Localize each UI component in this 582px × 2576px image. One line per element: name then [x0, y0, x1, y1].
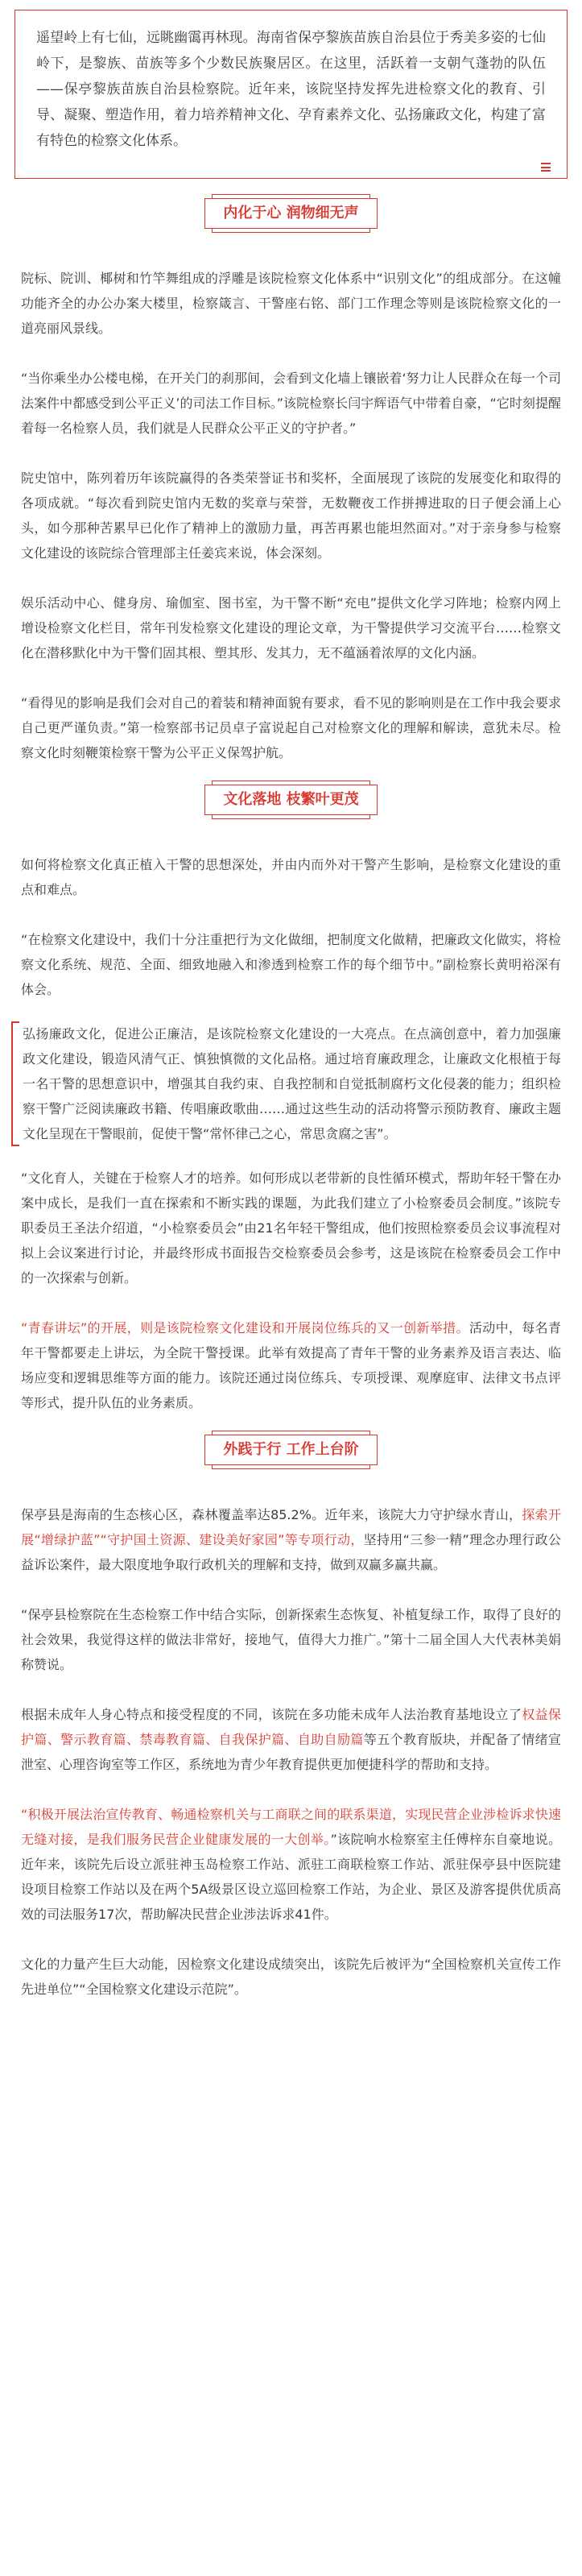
paragraph [21, 1802, 561, 1927]
paragraph: “在检察文化建设中，我们十分注重把行为文化做细，把制度文化做精，把廉政文化做实，将检察文化系统、规范、全面、细致地融入和渗透到检察工作的每个细节中。”副检察长黄明裕深有体会。 [21, 932, 561, 997]
section-heading-1 [11, 198, 571, 229]
highlight-block [11, 1021, 571, 1146]
paragraph-text: 根据未成年人身心特点和接受程度的不同，该院在多功能未成年人法治教育基地设立了 [21, 1707, 522, 1722]
paragraph-text: 保亭县是海南的生态核心区，森林覆盖率达85.2%。近年来，该院大力守护绿水青山， [21, 1507, 522, 1522]
paragraph [21, 1315, 561, 1415]
section-heading-3 [11, 1435, 571, 1465]
paragraph [21, 1702, 561, 1777]
highlighted-text: 权益保护篇、警示教育篇、禁毒教育篇、自我保护篇、自助自励篇 [21, 1707, 561, 1747]
intro-text: 遥望岭上有七仙，远眺幽霭再林现。海南省保亭黎族苗族自治县位于秀美多姿的七仙岭下，是黎族、苗族等多个少数民族聚居区。在这里，活跃着一支朝气蓬勃的队伍——保亭黎族苗族自治县检察院。近年来，该院坚持发挥先进检察文化的教育、引导、凝聚、塑造作用，着力培养精神文化、孕育素养文化、弘扬廉政文化，构建了富有特色的检察文化体系。 [36, 30, 546, 149]
paragraph: 文化的力量产生巨大动能，因检察文化建设成绩突出，该院先后被评为“全国检察机关宣传工作先进单位”“全国检察文化建设示范院”。 [21, 1957, 561, 1997]
intro-box [14, 10, 568, 179]
paragraph-text: 等五个教育版块，并配备了情绪宣泄室、心理咨询室等工作区，系统地为青少年教育提供更加便捷科学的帮助和支持。 [21, 1732, 561, 1772]
paragraph: “文化育人，关键在于检察人才的培养。如何形成以老带新的良性循环模式，帮助年轻干警在办案中成长，是我们一直在探索和不断实践的课题，为此我们建立了小检察委员会制度。”该院专职委员王圣法介绍道，“小检察委员会”由21名年轻干警组成，他们按照检察委员会议事流程对拟上会议案进行讨论，并最终形成书面报告交检察委员会参考，这是该院在检察委员会工作中的一次探索与创新。 [21, 1170, 561, 1286]
paragraph: “当你乘坐办公楼电梯，在开关门的刹那间，会看到文化墙上镶嵌着‘努力让人民群众在每一个司法案件中都感受到公平正义’的司法工作目标。”该院检察长闫宇辉语气中带着自豪，“它时刻提醒着每一名检察人员，我们就是人民群众公平正义的守护者。” [21, 371, 561, 436]
paragraph [21, 1502, 561, 1577]
paragraph: “看得见的影响是我们会对自己的着装和精神面貌有要求，看不见的影响则是在工作中我会要求自己更严谨负责。”第一检察部书记员卓子富说起自己对检察文化的理解和解读，意犹未尽。检察文化时刻鞭策检察干警为公平正义保驾护航。 [21, 695, 561, 760]
section-title: 外践于行 工作上台阶 [204, 1435, 377, 1465]
paragraph-text: ”该院响水检察室主任傅梓东自豪地说。近年来，该院先后设立派驻神玉岛检察工作站、派驻工商联检察工作站、派驻保亭县中医院建设项目检察工作站以及在两个5A级景区设立巡回检察工作站，为企业、景区及游客提供优质高效的司法服务17次，帮助解决民营企业涉法诉求41件。 [21, 1832, 561, 1922]
paragraph: 院标、院训、椰树和竹竿舞组成的浮雕是该院检察文化体系中“识别文化”的组成部分。在这幢功能齐全的办公办案大楼里，检察箴言、干警座右铭、部门工作理念等则是该院检察文化的一道亮丽风景线。 [21, 271, 561, 336]
paragraph: 娱乐活动中心、健身房、瑜伽室、图书室，为干警不断“充电”提供文化学习阵地；检察内网上增设检察文化栏目，常年刊发检察文化建设的理论文章，为干警提供学习交流平台……检察文化在潜移默化中为干警们固其根、塑其形、发其力，无不蕴涵着浓厚的文化内涵。 [21, 595, 561, 661]
paragraph: 如何将检察文化真正植入干警的思想深处，并由内而外对干警产生影响，是检察文化建设的重点和难点。 [21, 857, 561, 897]
paragraph-text: 坚持用“三参一精”理念办理行政公益诉讼案件，最大限度地争取行政机关的理解和支持，做到双赢多赢共赢。 [21, 1532, 561, 1572]
menu-lines-icon [541, 163, 551, 172]
highlighted-text: “青春讲坛”的开展，则是该院检察文化建设和开展岗位练兵的又一创新举措。 [21, 1320, 469, 1336]
section-title: 内化于心 润物细无声 [204, 198, 377, 229]
paragraph: 院史馆中，陈列着历年该院赢得的各类荣誉证书和奖杯，全面展现了该院的发展变化和取得的各项成就。“每次看到院史馆内无数的奖章与荣誉，无数鞭夜工作拼搏进取的日子便会涌上心头，如今那种苦累早已化作了精神上的激励力量，再苦再累也能坦然面对。”对于亲身参与检察文化建设的该院综合管理部主任姜宾来说，体会深刻。 [21, 470, 561, 561]
paragraph: 弘扬廉政文化，促进公正廉洁，是该院检察文化建设的一大亮点。在点滴创意中，着力加强廉政文化建设，锻造风清气正、慎独慎微的文化品格。通过培育廉政理念，让廉政文化根植于每一名干警的思想意识中，增强其自我约束、自我控制和自觉抵制腐朽文化侵袭的能力；组织检察干警广泛阅读廉政书籍、传唱廉政歌曲……通过这些生动的活动将警示预防教育、廉政主题文化呈现在干警眼前，促使干警“常怀律己之心，常思贪腐之害”。 [23, 1026, 561, 1141]
paragraph: “保亭县检察院在生态检察工作中结合实际，创新探索生态恢复、补植复绿工作，取得了良好的社会效果，我觉得这样的做法非常好，接地气，值得大力推广。”第十二届全国人大代表林美娟称赞说。 [21, 1607, 561, 1672]
section-title: 文化落地 枝繁叶更茂 [204, 785, 377, 815]
highlighted-text: “积极开展法治宣传教育、畅通检察机关与工商联之间的联系渠道，实现民营企业涉检诉求快速无缝对接，是我们服务民营企业健康发展的一大创举。 [21, 1807, 561, 1847]
paragraph-text: 活动中，每名青年干警都要走上讲坛，为全院干警授课。此举有效提高了青年干警的业务素养及语言表达、临场应变和逻辑思维等方面的能力。该院还通过岗位练兵、专项授课、观摩庭审、法律文书点评等形式，提升队伍的业务素质。 [21, 1320, 561, 1410]
section-heading-2 [11, 785, 571, 815]
highlighted-text: 探索开展“增绿护蓝”“守护国土资源、建设美好家园”等专项行动， [21, 1507, 561, 1547]
